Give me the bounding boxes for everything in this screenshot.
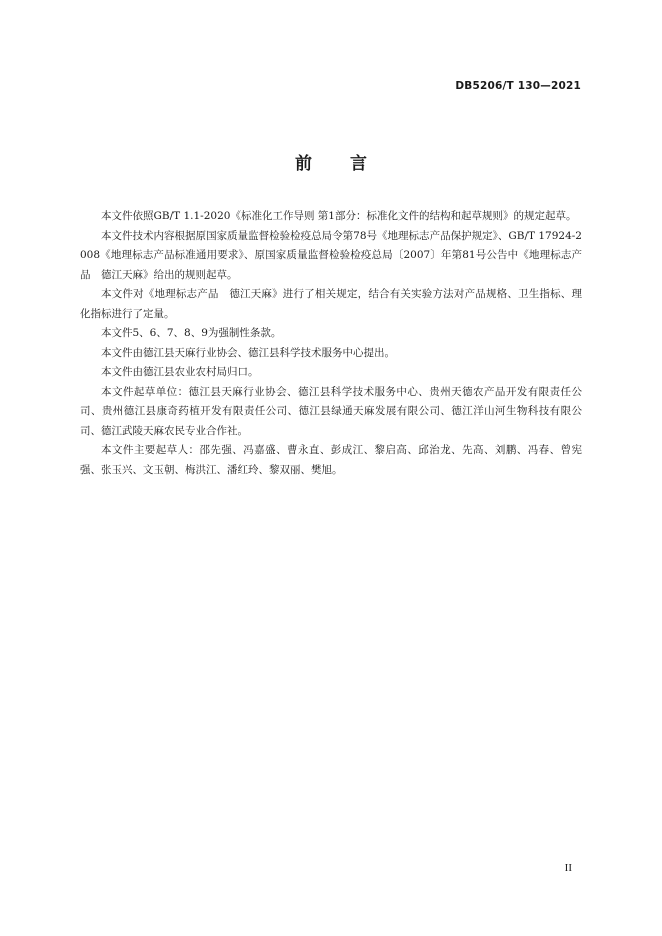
paragraph-scope: 本文件对《地理标志产品 德江天麻》进行了相关规定，结合有关实验方法对产品规格、卫生指标、理化指标进行了定量。: [80, 288, 582, 320]
paragraph-drafting-basis: 本文件依照GB/T 1.1-2020《标准化工作导则 第1部分：标准化文件的结构和起草规则》的规定起草。: [101, 210, 577, 222]
paragraph-drafters: 本文件主要起草人：邵先强、冯嘉盛、曹永直、彭成江、黎启高、邱治龙、先高、刘鹏、冯春、曾宪强、张玉兴、文玉朝、梅洪江、潘红玲、黎双丽、樊旭。: [80, 444, 582, 476]
paragraph-drafting-units: 本文件起草单位：德江县天麻行业协会、德江县科学技术服务中心、贵州天德农产品开发有限责任公司、贵州德江县康奇药植开发有限责任公司、德江县绿通天麻发展有限公司、德江洋山河生物科技有限公司、德江武陵天麻农民专业合作社。: [80, 385, 582, 437]
paragraph-administrator: 本文件由德江县农业农村局归口。: [101, 366, 259, 378]
paragraph-proposer: 本文件由德江县天麻行业协会、德江县科学技术服务中心提出。: [101, 346, 395, 359]
paragraph-mandatory-clauses: 本文件5、6、7、8、9为强制性条款。: [101, 327, 282, 339]
paragraph-technical-basis: 本文件技术内容根据原国家质量监督检验检疫总局令第78号《地理标志产品保护规定》、GB/T 17924-2008《地理标志产品标准通用要求》、原国家质量监督检验检疫总局〔2007〕年第81号公告中《地理标志产品 德江天麻》给出的规则起草。: [80, 229, 582, 281]
foreword-body: [80, 207, 582, 480]
document-code: DB5206/T 130—2021: [455, 80, 581, 92]
page-title: 前言: [295, 154, 405, 174]
page-number: II: [564, 862, 572, 874]
